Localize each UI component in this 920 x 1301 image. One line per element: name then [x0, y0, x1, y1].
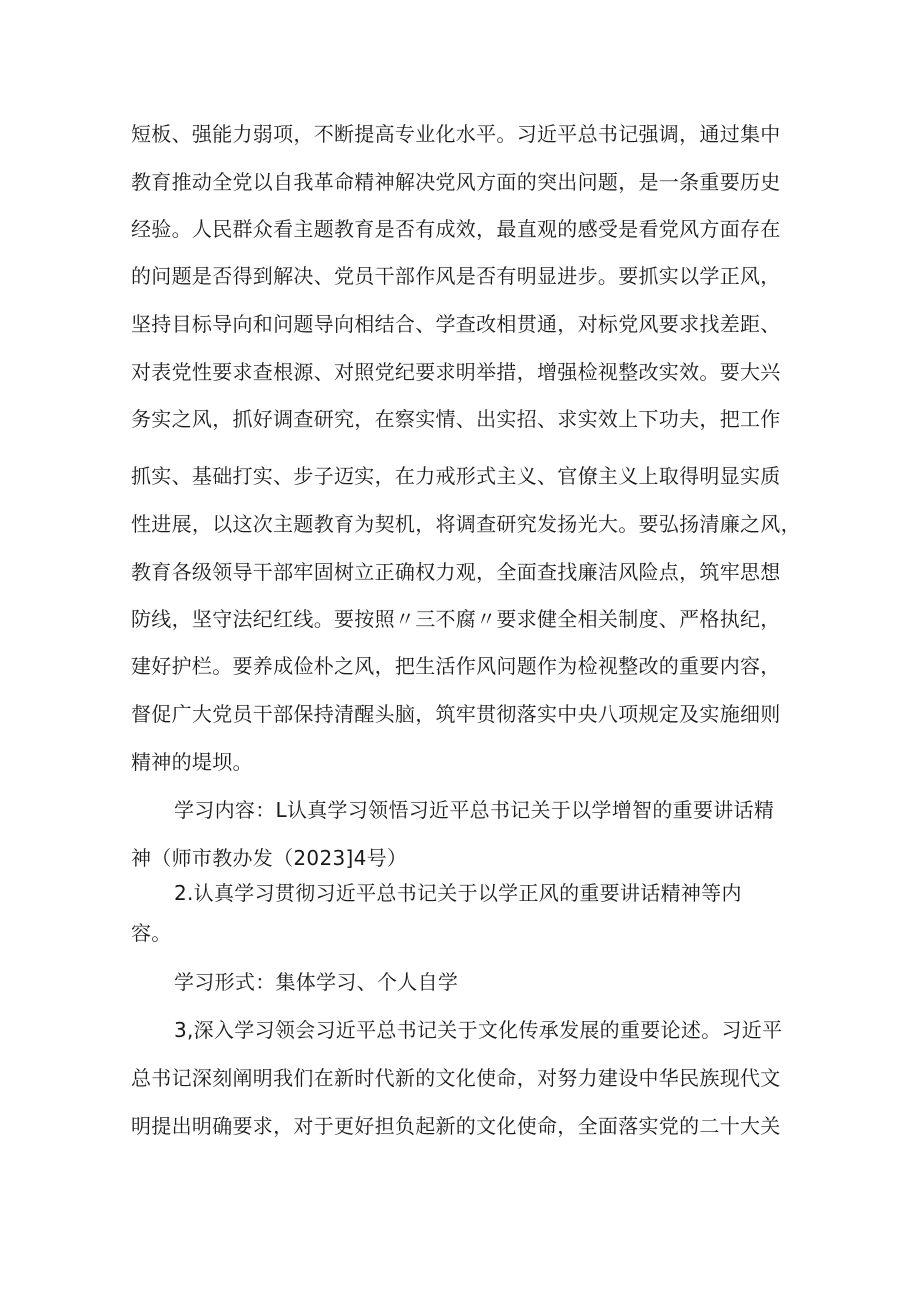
study-item-line: 总书记深刻阐明我们在新时代新的文化使命，对努力建设中华民族现代文 — [131, 1066, 781, 1090]
study-item-line: 明提出明确要求，对于更好担负起新的文化使命，全面落实党的二十大关 — [131, 1114, 781, 1138]
body-text-line: 经验。人民群众看主题教育是否有成效，最直观的感受是看党风方面存在 — [131, 217, 781, 241]
body-text-line: 的问题是否得到解决、党员干部作风是否有明显进步。要抓实以学正风， — [131, 264, 781, 288]
body-text-line: 精神的堤坝。 — [131, 750, 253, 774]
study-content-line: 学习内容：L认真学习领悟习近平总书记关于以学增智的重要讲话精 — [174, 798, 775, 822]
body-text-line: 建好护栏。要养成俭朴之风，把生活作风问题作为检视整改的重要内容， — [131, 654, 781, 678]
body-text-line: 教育各级领导干部牢固树立正确权力观，全面查找廉洁风险点，筑牢思想 — [131, 560, 781, 584]
study-content-line: 神（师市教办发（2023]4号） — [131, 846, 408, 870]
study-item-line: 3,深入学习领会习近平总书记关于文化传承发展的重要论述。习近平 — [174, 1018, 783, 1042]
body-text-line: 防线，坚守法纪红线。要按照〃三不腐〃要求健全相关制度、严格执纪， — [131, 607, 781, 631]
study-form-line: 学习形式：集体学习、个人自学 — [174, 970, 459, 994]
body-text-line: 短板、强能力弱项，不断提高专业化水平。习近平总书记强调，通过集中 — [131, 122, 781, 146]
body-text-line: 务实之风，抓好调查研究，在察实情、出实招、求实效上下功夫，把工作 — [131, 407, 781, 431]
body-text-line: 抓实、基础打实、步子迈实，在力戒形式主义、官僚主义上取得明显实质 — [131, 464, 781, 488]
study-item-line: 2.认真学习贯彻习近平总书记关于以学正风的重要讲话精神等内 — [174, 881, 742, 905]
body-text-line: 性进展，以这次主题教育为契机，将调查研究发扬光大。要弘扬清廉之风， — [131, 512, 801, 536]
body-text-line: 督促广大党员干部保持清醒头脑，筑牢贯彻落实中央八项规定及实施细则 — [131, 702, 781, 726]
body-text-line: 对表党性要求查根源、对照党纪要求明举措，增强检视整改实效。要大兴 — [131, 360, 781, 384]
body-text-line: 教育推动全党以自我革命精神解决党风方面的突出问题，是一条重要历史 — [131, 170, 781, 194]
study-item-line: 容。 — [131, 921, 172, 945]
body-text-line: 坚持目标导向和问题导向相结合、学查改相贯通，对标党风要求找差距、 — [131, 312, 781, 336]
